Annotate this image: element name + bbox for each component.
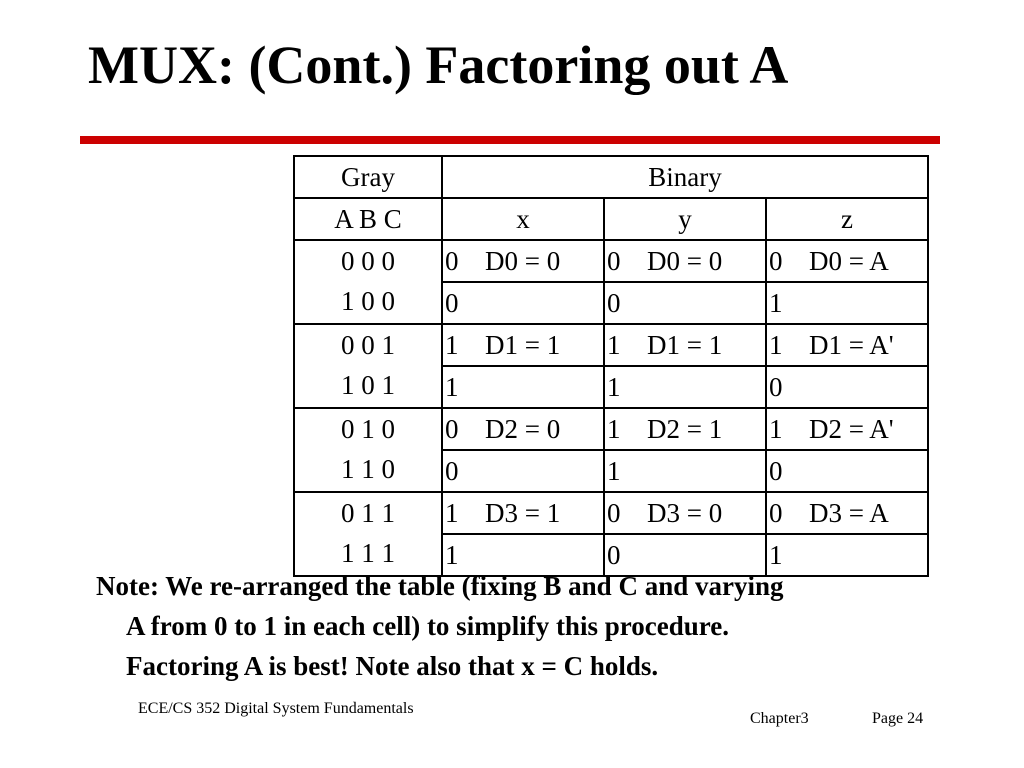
y-bottom-bit: 1: [607, 456, 621, 486]
y-cell-top: [604, 408, 766, 450]
z-cell-bottom: [766, 366, 928, 408]
table-group-row-top: [294, 324, 928, 366]
x-bottom-bit: 0: [445, 288, 459, 318]
gray-code: 0 1 0: [341, 414, 395, 444]
y-top-bit: 0: [607, 246, 621, 276]
z-top-bit: 0: [769, 246, 783, 276]
x-top-bit: 0: [445, 246, 459, 276]
y-cell-bottom: [604, 282, 766, 324]
title-underline-rule: [80, 136, 940, 144]
x-top-bit: 1: [445, 330, 459, 360]
footer-page-number: Page 24: [872, 710, 924, 727]
x-cell-bottom: [442, 282, 604, 324]
z-bottom-bit: 1: [769, 540, 783, 570]
y-equation-label: D1 = 1: [647, 330, 723, 360]
header-z: z: [766, 198, 928, 240]
y-bottom-bit: 0: [607, 288, 621, 318]
y-equation-label: D0 = 0: [647, 246, 723, 276]
note-line-2: A from 0 to 1 in each cell) to simplify this procedure.: [126, 611, 729, 641]
table-header-row: [294, 156, 928, 198]
x-equation-label: D1 = 1: [485, 330, 561, 360]
table-group-row-top: [294, 240, 928, 282]
header-y: y: [604, 198, 766, 240]
header-x: x: [442, 198, 604, 240]
x-cell-top: [442, 324, 604, 366]
z-cell-bottom: [766, 282, 928, 324]
footer-chapter: Chapter3: [750, 710, 809, 727]
gray-cell: [294, 324, 442, 408]
y-top-bit: 1: [607, 414, 621, 444]
z-cell-top: [766, 240, 928, 282]
slide-title: MUX: (Cont.) Factoring out A: [88, 35, 789, 95]
x-bottom-bit: 0: [445, 456, 459, 486]
y-cell-bottom: [604, 450, 766, 492]
y-bottom-bit: 0: [607, 540, 621, 570]
z-cell-top: [766, 408, 928, 450]
y-equation-label: D2 = 1: [647, 414, 723, 444]
y-cell-top: [604, 492, 766, 534]
x-equation-label: D2 = 0: [485, 414, 561, 444]
note-text: [96, 566, 996, 686]
z-top-bit: 0: [769, 498, 783, 528]
z-bottom-bit: 1: [769, 288, 783, 318]
z-equation-label: D2 = A': [809, 414, 894, 444]
note-line-3: Factoring A is best! Note also that x = C holds.: [126, 651, 659, 681]
z-equation-label: D3 = A: [809, 498, 889, 528]
x-top-bit: 1: [445, 498, 459, 528]
gray-code: 1 0 0: [341, 286, 395, 316]
x-cell-top: [442, 492, 604, 534]
z-cell-top: [766, 324, 928, 366]
z-cell-top: [766, 492, 928, 534]
table-subheader-row: [294, 198, 928, 240]
z-cell-bottom: [766, 450, 928, 492]
gray-code: 0 0 0: [341, 246, 395, 276]
footer-course: ECE/CS 352 Digital System Fundamentals: [138, 700, 414, 717]
x-equation-label: D3 = 1: [485, 498, 561, 528]
y-top-bit: 0: [607, 498, 621, 528]
gray-code: 1 0 1: [341, 370, 395, 400]
x-bottom-bit: 1: [445, 372, 459, 402]
x-cell-top: [442, 240, 604, 282]
y-bottom-bit: 1: [607, 372, 621, 402]
y-equation-label: D3 = 0: [647, 498, 723, 528]
x-bottom-bit: 1: [445, 540, 459, 570]
x-cell-bottom: [442, 450, 604, 492]
x-cell-top: [442, 408, 604, 450]
table-group-row-top: [294, 492, 928, 534]
note-line-1: Note: We re-arranged the table (fixing B and C and varying: [96, 571, 784, 601]
x-cell-bottom: [442, 366, 604, 408]
gray-code: 1 1 0: [341, 454, 395, 484]
x-equation-label: D0 = 0: [485, 246, 561, 276]
gray-code: 0 0 1: [341, 330, 395, 360]
y-top-bit: 1: [607, 330, 621, 360]
y-cell-top: [604, 240, 766, 282]
header-binary: Binary: [442, 156, 928, 198]
gray-code: 0 1 1: [341, 498, 395, 528]
z-bottom-bit: 0: [769, 372, 783, 402]
z-top-bit: 1: [769, 330, 783, 360]
table-group-row-top: [294, 408, 928, 450]
gray-cell: [294, 492, 442, 576]
z-equation-label: D1 = A': [809, 330, 894, 360]
header-gray: Gray: [294, 156, 442, 198]
gray-cell: [294, 240, 442, 324]
mux-truth-table: [293, 155, 929, 577]
x-top-bit: 0: [445, 414, 459, 444]
z-top-bit: 1: [769, 414, 783, 444]
gray-cell: [294, 408, 442, 492]
y-cell-top: [604, 324, 766, 366]
z-bottom-bit: 0: [769, 456, 783, 486]
header-abc: A B C: [294, 198, 442, 240]
gray-code: 1 1 1: [341, 538, 395, 568]
z-equation-label: D0 = A: [809, 246, 889, 276]
y-cell-bottom: [604, 366, 766, 408]
